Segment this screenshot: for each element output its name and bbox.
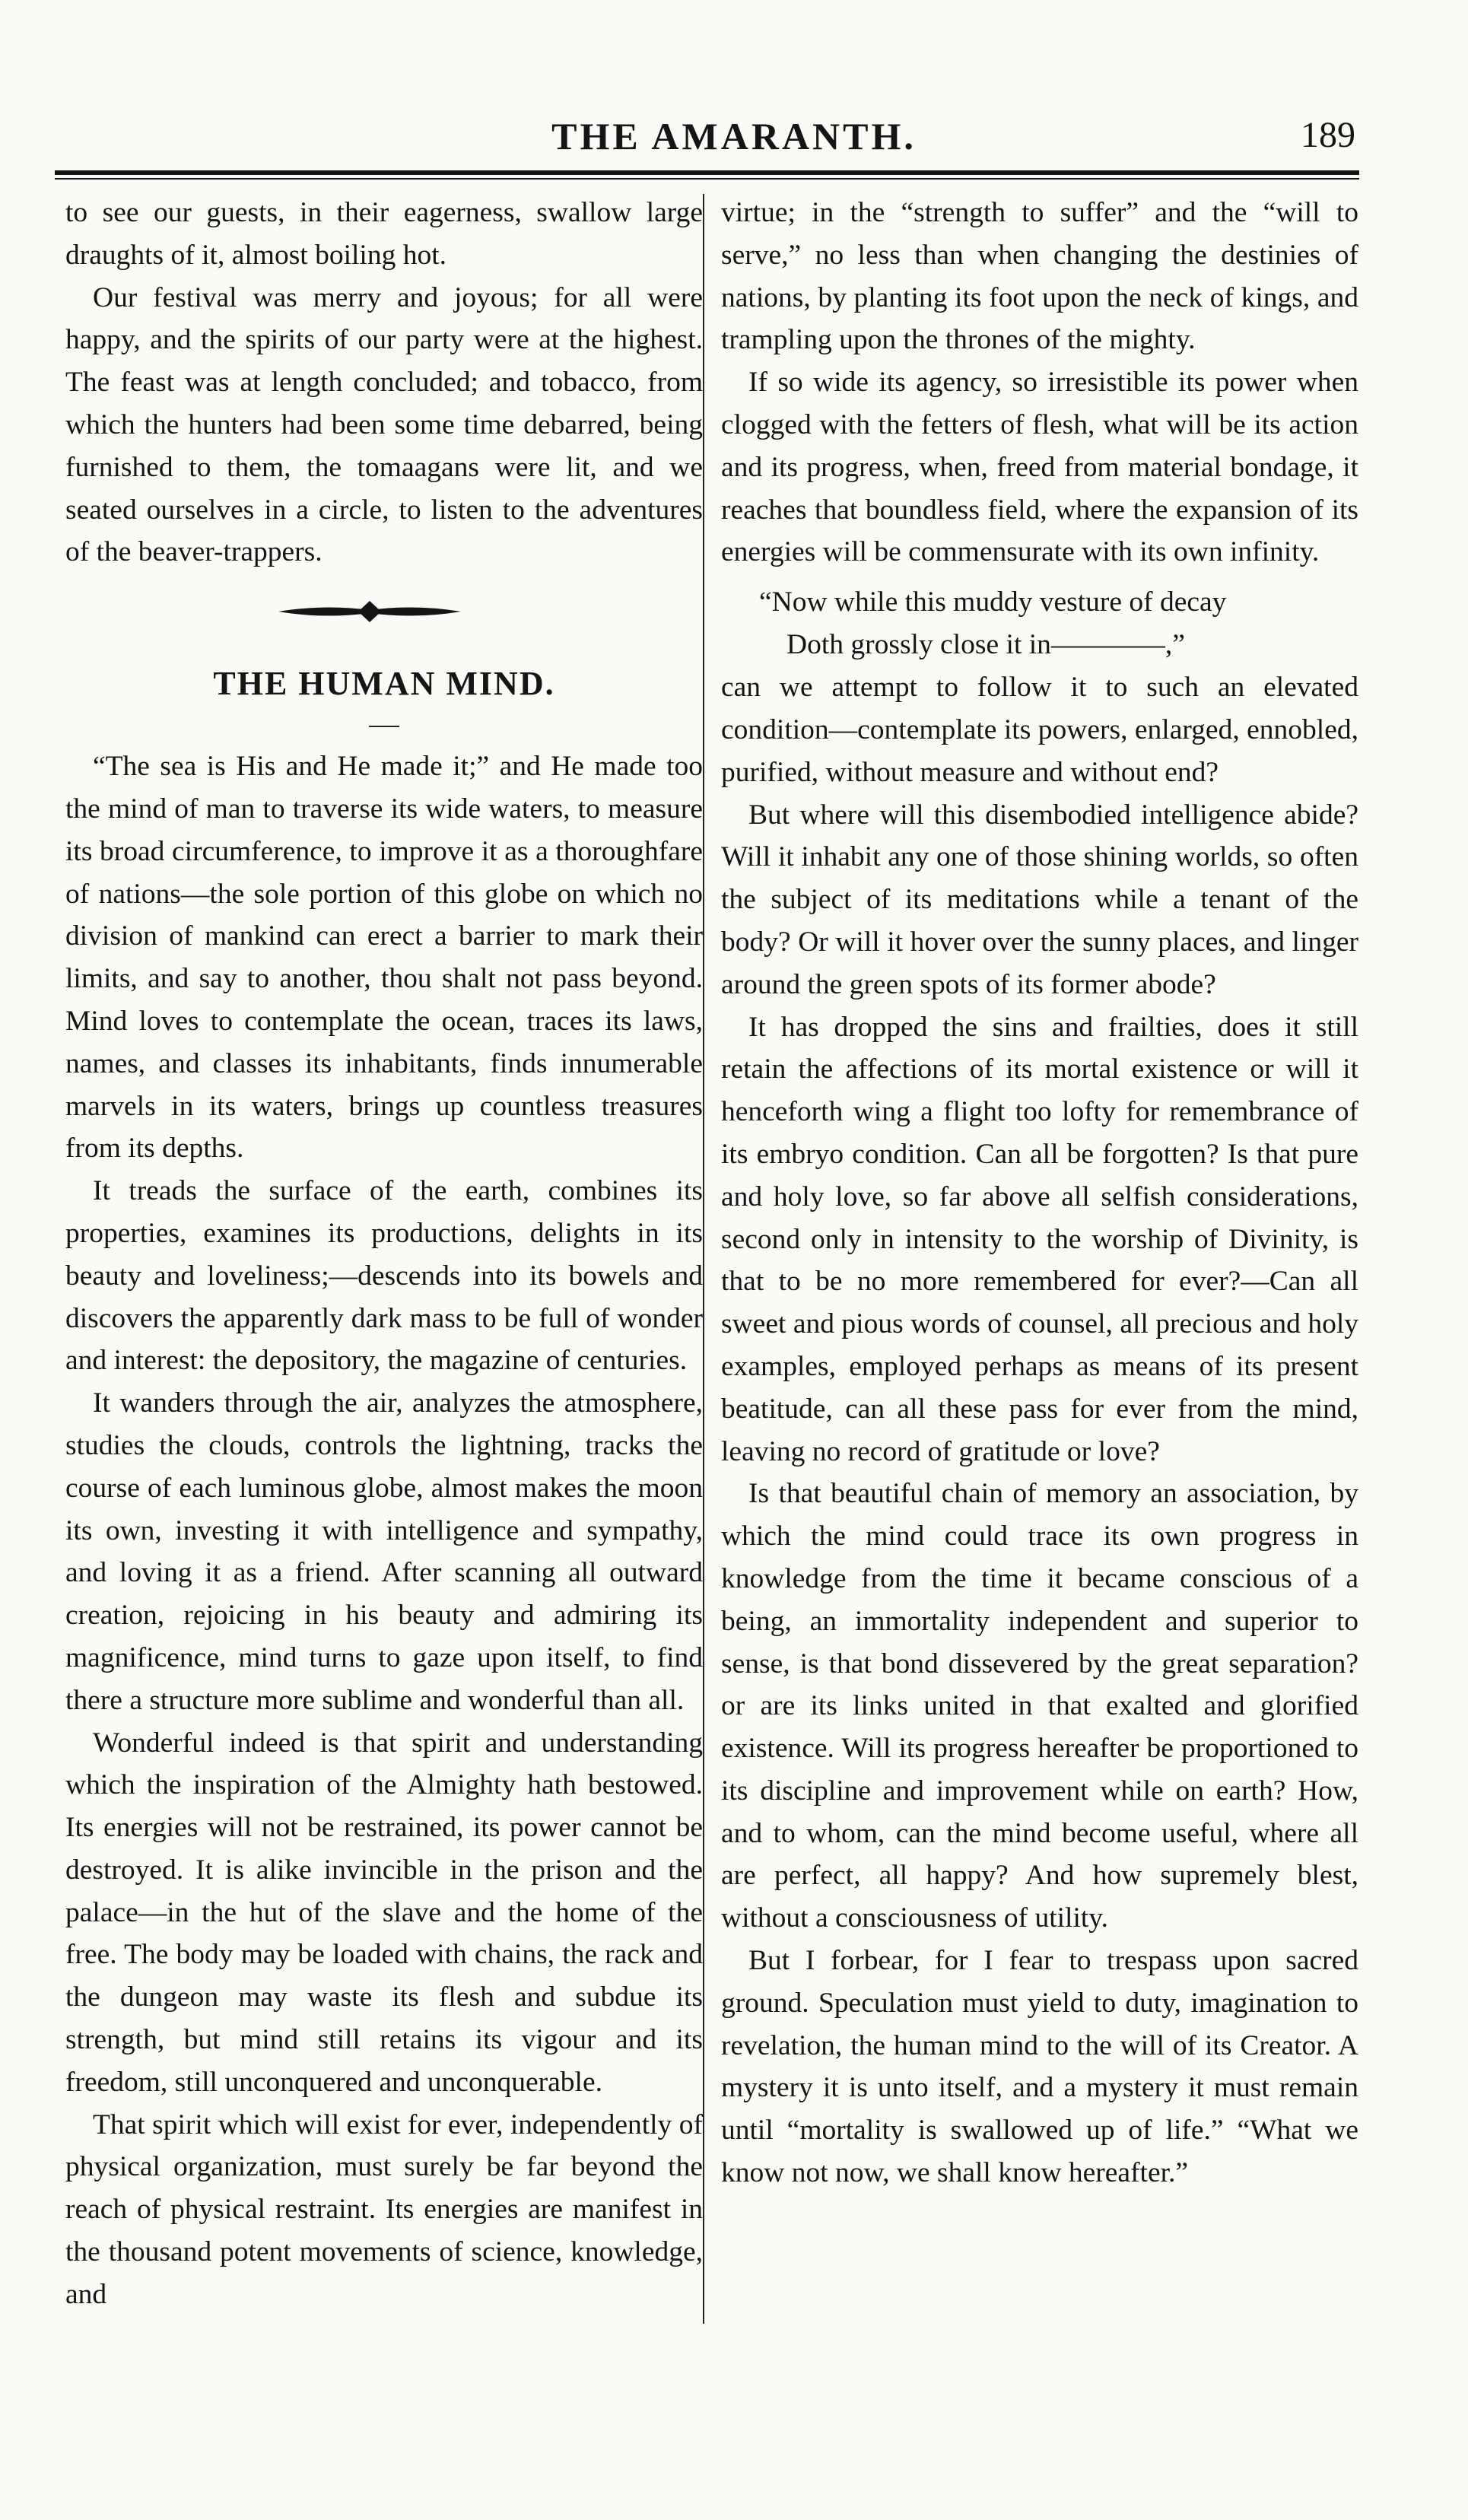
section-ornament	[65, 574, 703, 657]
title-rule	[369, 726, 399, 727]
verse-quote-line: Doth grossly close it in————,”	[786, 629, 1185, 661]
paragraph: can we attempt to follow it to such an elevated condition—contemplate its powers, enlarged, ennobled, purified, without measure and without end?	[721, 672, 1358, 788]
right-column	[721, 192, 1358, 2194]
section-title: THE HUMAN MIND.	[213, 665, 555, 703]
paragraph: Wonderful indeed is that spirit and understanding which the inspiration of the Almighty hath bestowed. Its energies will not be restrained, its power cannot be destroyed. It is alike invincible in the prison and the palace—in the hut of the slave and the home of the free. The body may be loaded with chains, the rack and the dungeon may waste its flesh and subdue its strength, but mind still retains its vigour and its freedom, still unconquered and unconquerable.	[65, 1727, 703, 2098]
header-rule-thin	[55, 178, 1359, 180]
verse-quote-line: “Now while this muddy vesture of decay	[759, 586, 1227, 618]
paragraph: Our festival was merry and joyous; for all were happy, and the spirits of our party were at the highest. The feast was at length concluded; and tobacco, from which the hunters had been some time debarred, being furnished to them, the tomaagans were lit, and we seated ourselves in a circle, to listen to the adventures of the beaver-trappers.	[65, 281, 703, 568]
ornament-dash-icon	[278, 596, 461, 627]
paragraph: That spirit which will exist for ever, independently of physical organization, must surely be far beyond the reach of physical restraint. Its energies are manifest in the thousand potent movements of science, knowledge, and	[65, 2108, 703, 2310]
paragraph: “The sea is His and He made it;” and He made too the mind of man to traverse its wide waters, to measure its broad circumference, to improve it as a thoroughfare of nations—the sole portion of this globe on which no division of mankind can erect a barrier to mark their limits, and say to another, thou shalt not pass beyond. Mind loves to contemplate the ocean, traces its laws, names, and classes its inhabitants, finds innumerable marvels in its waters, brings up countless treasures from its depths.	[65, 751, 703, 1165]
paragraph: If so wide its agency, so irresistible its power when clogged with the fetters of flesh, what will be its action and its progress, when, freed from material bondage, it reaches that boundless field, where the expansion of its energies will be commensurate with its own infinity.	[721, 367, 1358, 568]
running-header-title: THE AMARANTH.	[551, 115, 917, 157]
paragraph: But where will this disembodied intelligence abide? Will it inhabit any one of those shining worlds, so often the subject of its meditations while a tenant of the body? Or will it hover over the sunny places, and linger around the green spots of its former abode?	[721, 799, 1358, 1000]
column-divider	[703, 194, 704, 2324]
paragraph: to see our guests, in their eagerness, swallow large draughts of it, almost boiling hot.	[65, 197, 703, 271]
page-number: 189	[1301, 115, 1355, 155]
left-column	[65, 192, 703, 2316]
paragraph: It has dropped the sins and frailties, does it still retain the affections of its mortal existence or will it henceforth wing a flight too lofty for remembrance of its embryo condition. Can all be forgotten? Is that pure and holy love, so far above all selfish considerations, second only in intensity to the worship of Divinity, is that to be no more remembered for ever?—Can all sweet and pious words of counsel, all precious and holy examples, employed perhaps as means of its present beatitude, can all these pass for ever from the mind, leaving no record of gratitude or love?	[721, 1011, 1358, 1467]
paragraph: virtue; in the “strength to suffer” and the “will to serve,” no less than when changing the destinies of nations, by planting its foot upon the neck of kings, and trampling upon the thrones of the mighty.	[721, 197, 1358, 356]
header-rule-thick	[55, 170, 1359, 175]
paragraph: It treads the surface of the earth, combines its properties, examines its productions, delights in its beauty and loveliness;—descends into its bowels and discovers the apparently dark mass to be full of wonder and interest: the depository, the magazine of centuries.	[65, 1175, 703, 1377]
paragraph: Is that beautiful chain of memory an association, by which the mind could trace its own progress in knowledge from the time it became conscious of a being, an immortality independent and superior to sense, is that bond dissevered by the great separation? or are its links united in that exalted and glorified existence. Will its progress hereafter be proportioned to its discipline and improvement while on earth? How, and to whom, can the mind become useful, where all are perfect, all happy? And how supremely blest, without a consciousness of utility.	[721, 1478, 1358, 1934]
paragraph: But I forbear, for I fear to trespass upon sacred ground. Speculation must yield to duty, imagination to revelation, the human mind to the will of its Creator. A mystery it is unto itself, and a mystery it must remain until “mortality is swallowed up of life.” “What we know not now, we shall know hereafter.”	[721, 1945, 1358, 2189]
paragraph: It wanders through the air, analyzes the atmosphere, studies the clouds, controls the lightning, tracks the course of each luminous globe, almost makes the moon its own, investing it with intelligence and sympathy, and loving it as a friend. After scanning all outward creation, rejoicing in his beauty and admiring its magnificence, mind turns to gaze upon itself, to find there a structure more sublime and wonderful than all.	[65, 1387, 703, 1716]
